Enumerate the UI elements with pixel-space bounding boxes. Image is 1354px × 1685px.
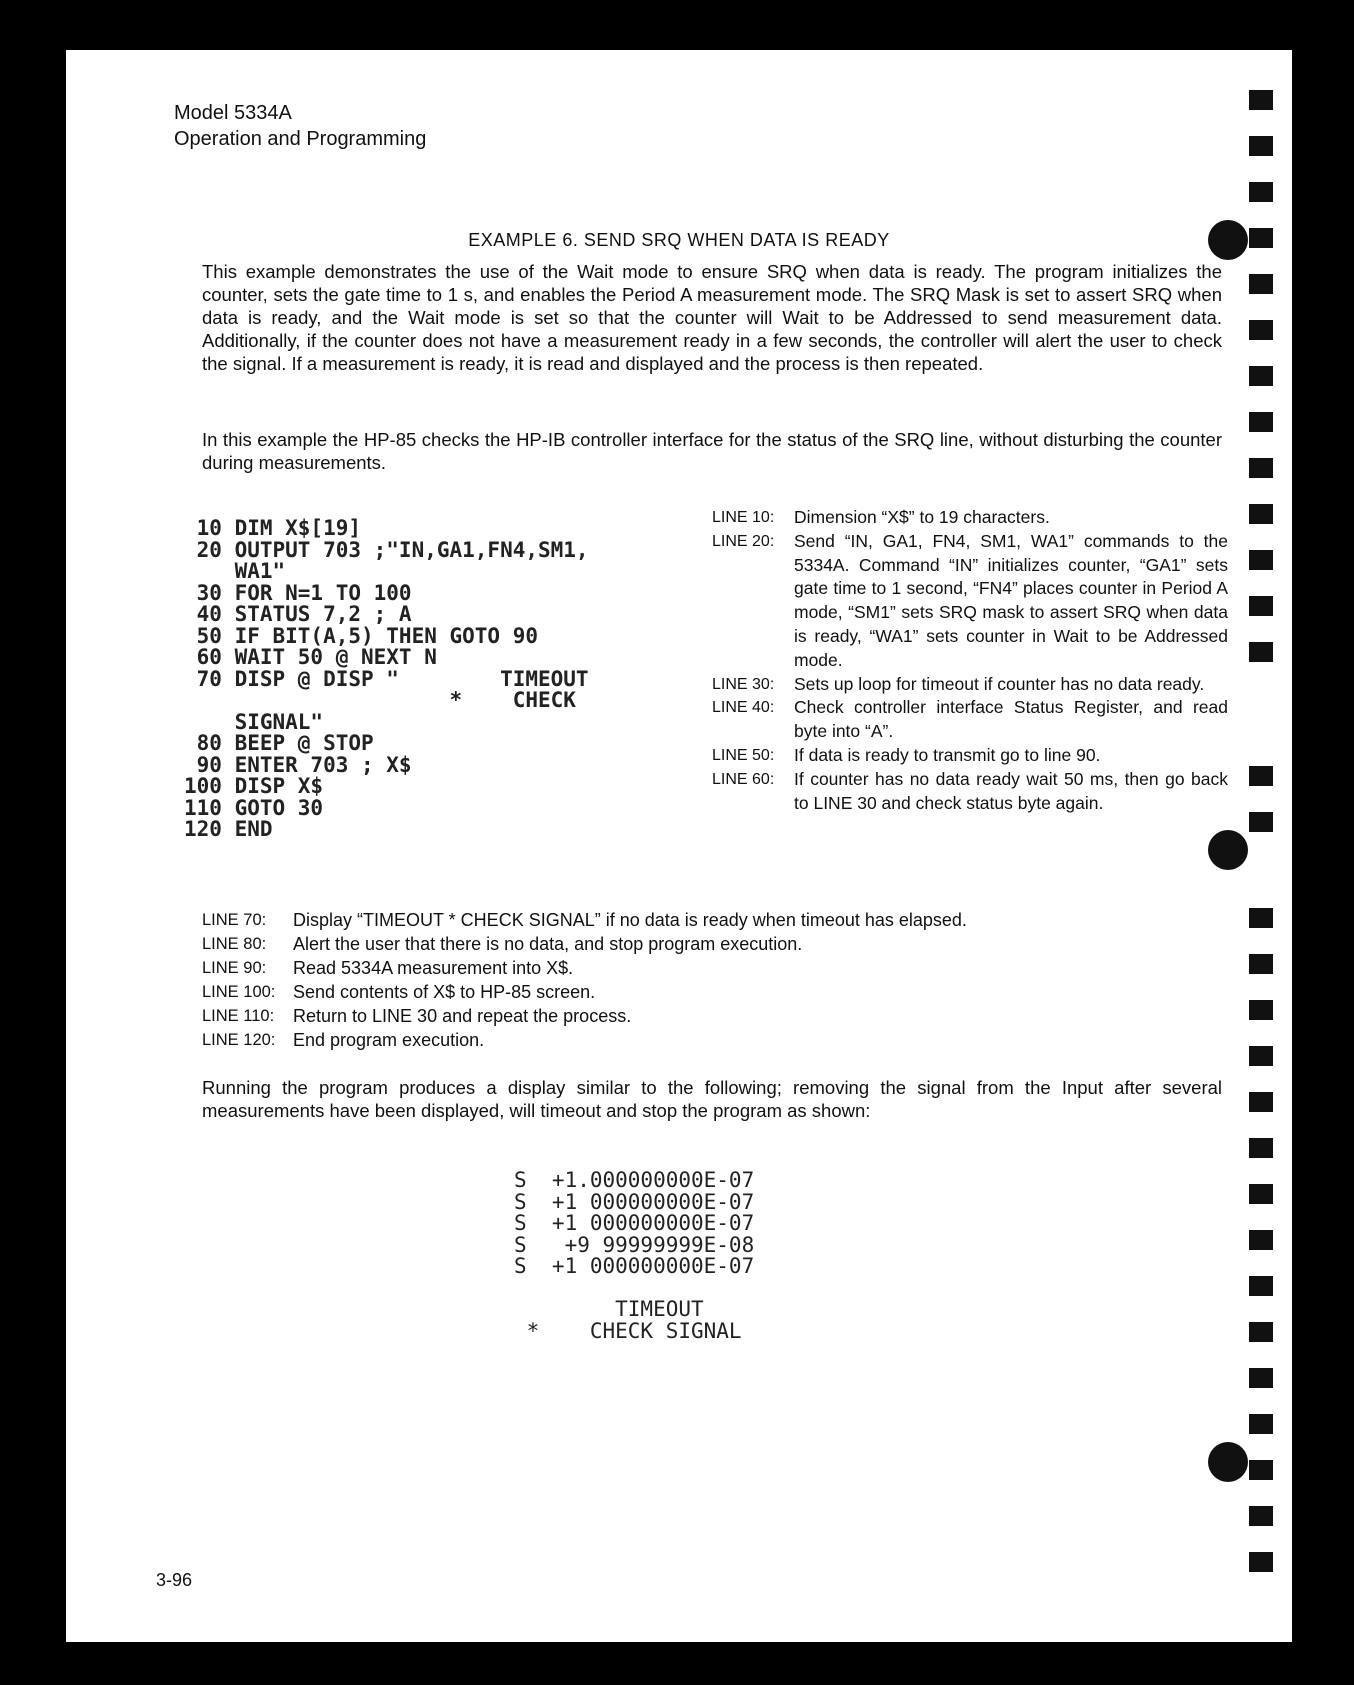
note-text: Return to LINE 30 and repeat the process. bbox=[293, 1005, 632, 1026]
note-line-120 bbox=[202, 1029, 967, 1053]
note-text: Read 5334A measurement into X$. bbox=[293, 957, 574, 978]
note-label: LINE 90: bbox=[202, 958, 267, 977]
running-header bbox=[174, 100, 426, 152]
page-number: 3-96 bbox=[156, 1570, 193, 1590]
note-line-100 bbox=[202, 981, 967, 1005]
note-text: Send “IN, GA1, FN4, SM1, WA1” commands to the 5334A. Command “IN” initializes counter, “GA1” sets gate time to 1 second, “FN4” places counter in Period A mode, “SM1” sets SRQ mask to assert SRQ when data is ready, “WA1” sets counter in Wait to be Addressed mode. bbox=[794, 530, 1228, 670]
note-text: Dimension “X$” to 19 characters. bbox=[794, 507, 1050, 527]
note-text: Check controller interface Status Register, and read byte into “A”. bbox=[794, 697, 1228, 742]
note-line-60 bbox=[712, 768, 1228, 816]
example-title: EXAMPLE 6. SEND SRQ WHEN DATA IS READY bbox=[468, 230, 890, 250]
note-text: If data is ready to transmit go to line 90. bbox=[794, 744, 1101, 765]
note-text: Display “TIMEOUT * CHECK SIGNAL” if no data is ready when timeout has elapsed. bbox=[293, 910, 967, 930]
model-label: Model 5334A bbox=[174, 102, 292, 124]
note-text: Send contents of X$ to HP-85 screen. bbox=[293, 981, 596, 1002]
intro-paragraph-2: In this example the HP-85 checks the HP-IB controller interface for the status of the SRQ line, without disturbing the counter during measurements. bbox=[202, 429, 1222, 473]
note-label: LINE 50: bbox=[712, 746, 775, 764]
note-text: If counter has no data ready wait 50 ms, then go back to LINE 30 and check status byte again. bbox=[794, 768, 1228, 813]
note-label: LINE 10: bbox=[712, 509, 775, 526]
note-label: LINE 60: bbox=[712, 770, 775, 788]
section-label: Operation and Programming bbox=[174, 128, 427, 150]
intro-paragraph: This example demonstrates the use of the Wait mode to ensure SRQ when data is ready. The program initializes the counter, sets the gate time to 1 s, and enables the Period A measurement mode. The SRQ Mask is set to assert SRQ when data is ready, and the Wait mode is set so that the counter will Wait to be Addressed to send measurement data. Additionally, if the counter does not have a measurement ready in a few seconds, the controller will alert the user to check the signal. If a measurement is ready, it is read and displayed and the process is then repeated. bbox=[202, 261, 1222, 374]
note-line-50 bbox=[712, 744, 1228, 768]
note-label: LINE 80: bbox=[202, 934, 267, 953]
note-label: LINE 120: bbox=[202, 1030, 276, 1049]
note-label: LINE 100: bbox=[202, 982, 276, 1001]
program-output: S +1.000000000E-07 S +1 000000000E-07 S +1 000000000E-07 S +9 99999999E-08 S +1 000000000E-07 TIMEOUT * CHECK SIGNAL bbox=[514, 1168, 755, 1343]
note-line-40 bbox=[712, 696, 1228, 744]
program-listing: 10 DIM X$[19] 20 OUTPUT 703 ;"IN,GA1,FN4,SM1, WA1" 30 FOR N=1 TO 100 40 STATUS 7,2 ; A 50 IF BIT(A,5) THEN GOTO 90 60 WAIT 50 @ NEXT N 70 DISP @ DISP " TIMEOUT * CHECK SIGNAL" 80 BEEP @ STOP 90 ENTER 703 ; X$ 100 DISP X$ 110 GOTO 30 120 END bbox=[184, 516, 589, 841]
note-text: End program execution. bbox=[293, 1029, 485, 1050]
note-line-110 bbox=[202, 1005, 967, 1029]
note-line-80 bbox=[202, 933, 967, 957]
note-label: LINE 110: bbox=[202, 1006, 275, 1025]
note-line-90 bbox=[202, 957, 967, 981]
note-label: LINE 30: bbox=[712, 675, 775, 693]
line-notes bbox=[712, 506, 1228, 815]
note-label: LINE 20: bbox=[712, 532, 775, 550]
note-text: Sets up loop for timeout if counter has no data ready. bbox=[794, 673, 1205, 694]
note-text: Alert the user that there is no data, and stop program execution. bbox=[293, 933, 803, 954]
document-page bbox=[66, 50, 1292, 1642]
line-notes-continued bbox=[202, 909, 967, 1052]
running-paragraph: Running the program produces a display similar to the following; removing the signal from the Input after several measurements have been displayed, will timeout and stop the program as shown: bbox=[202, 1077, 1222, 1121]
note-label: LINE 40: bbox=[712, 699, 775, 717]
note-line-20 bbox=[712, 530, 1228, 673]
note-line-70 bbox=[202, 909, 967, 933]
note-line-10 bbox=[712, 506, 1228, 530]
note-line-30 bbox=[712, 673, 1228, 697]
note-label: LINE 70: bbox=[202, 911, 267, 929]
